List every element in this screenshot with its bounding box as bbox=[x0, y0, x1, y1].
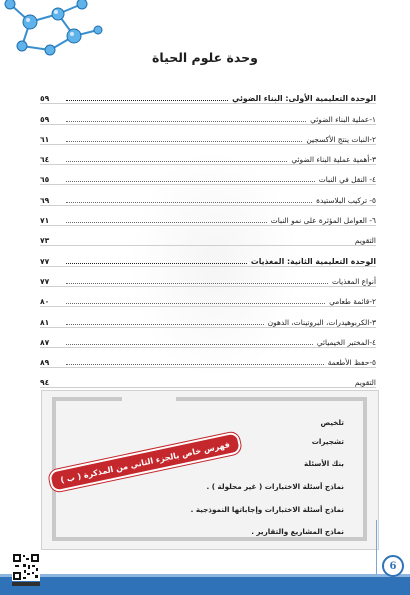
toc-page-number: ٨٩ bbox=[40, 358, 50, 368]
toc-page-number: ٧٧ bbox=[40, 276, 50, 286]
toc-page-number: ٧٣ bbox=[40, 236, 50, 246]
toc-row bbox=[40, 226, 376, 245]
toc-label: ٢-النبات ينتج الأكسجين bbox=[306, 134, 376, 144]
toc-row bbox=[40, 348, 376, 367]
index-item: نماذج المشاريع والتقارير . bbox=[251, 527, 344, 536]
toc-leader-dots bbox=[66, 180, 315, 182]
toc-row bbox=[40, 287, 376, 306]
toc-leader-dots bbox=[66, 140, 302, 142]
toc-leader-dots bbox=[66, 302, 325, 304]
toc-leader-dots bbox=[66, 343, 313, 345]
toc-page-number: ٨٠ bbox=[40, 297, 50, 307]
toc-unit-row bbox=[40, 246, 376, 265]
table-of-contents bbox=[40, 84, 376, 388]
index-box-frame-top bbox=[176, 397, 367, 401]
toc-page-number: ٧٧ bbox=[40, 256, 50, 266]
toc-page-number: ٩٤ bbox=[40, 378, 50, 388]
index-item: نماذج أسئلة الاختبارات وإجاباتها النموذجية . bbox=[190, 505, 344, 514]
toc-label: الوحدة التعليمية الأولى: البناء الضوئي bbox=[232, 94, 376, 104]
toc-page-number: ٨١ bbox=[40, 317, 50, 327]
toc-row bbox=[40, 206, 376, 225]
toc-page-number: ٦٤ bbox=[40, 155, 50, 165]
toc-row bbox=[40, 267, 376, 286]
toc-row bbox=[40, 104, 376, 123]
index-item: تشجيرات bbox=[311, 437, 344, 446]
toc-leader-dots bbox=[66, 201, 312, 203]
toc-page-number: ٧١ bbox=[40, 216, 50, 226]
toc-separator bbox=[40, 387, 376, 388]
toc-label: ٤-المختبر الخيميائي bbox=[316, 337, 376, 347]
toc-label: ٣-أهمية عملية البناء الضوئي bbox=[291, 155, 376, 165]
toc-page-number: ٦٥ bbox=[40, 175, 50, 185]
toc-leader-dots bbox=[66, 282, 328, 284]
toc-page-number: ٥٩ bbox=[40, 94, 50, 104]
toc-leader-dots bbox=[66, 120, 306, 122]
toc-label: ٥- تركيب البلاستيدة bbox=[316, 195, 376, 205]
index-item: تلخيص bbox=[320, 418, 344, 427]
page-number: 6 bbox=[382, 555, 404, 577]
qr-code-icon bbox=[12, 553, 40, 581]
toc-row bbox=[40, 145, 376, 164]
toc-label: ٢-قائمة طعامي bbox=[329, 297, 376, 307]
toc-row bbox=[40, 125, 376, 144]
toc-unit-row bbox=[40, 84, 376, 103]
toc-page-number: ٥٩ bbox=[40, 114, 50, 124]
index-item: نماذج أسئلة الاختبارات ( غير محلولة ) . bbox=[206, 482, 344, 491]
toc-leader-dots bbox=[66, 99, 228, 101]
toc-leader-dots bbox=[66, 160, 287, 162]
part-two-ribbon: فهرس خاص بالجزء الثاني من المذكرة ( ب ) bbox=[48, 431, 242, 493]
index-box-frame-top bbox=[52, 397, 122, 401]
toc-page-number: ٨٧ bbox=[40, 337, 50, 347]
toc-page-number: ٦٩ bbox=[40, 195, 50, 205]
toc-label: التقويم bbox=[354, 236, 376, 246]
toc-leader-dots bbox=[66, 384, 351, 385]
toc-label: أنواع المغذيات bbox=[331, 276, 376, 286]
toc-label: ١-عملية البناء الضوئي bbox=[310, 114, 376, 124]
toc-page-number: ٦١ bbox=[40, 134, 50, 144]
toc-label: ٣-الكربوهيدرات، البروتينات، الدهون bbox=[267, 317, 376, 327]
footer-bar bbox=[0, 577, 410, 595]
toc-leader-dots bbox=[66, 262, 247, 264]
toc-label: ٤- النقل في النبات bbox=[318, 175, 376, 185]
toc-label: ٦- العوامل المؤثرة على نمو النبات bbox=[270, 216, 376, 226]
toc-leader-dots bbox=[66, 363, 324, 365]
toc-leader-dots bbox=[66, 242, 351, 243]
page-title: وحدة علوم الحياة bbox=[152, 50, 258, 65]
toc-label: التقويم bbox=[354, 378, 376, 388]
toc-label: ٥-حفظ الأطعمة bbox=[327, 358, 376, 368]
toc-row bbox=[40, 368, 376, 387]
footer-divider bbox=[376, 520, 377, 575]
toc-row bbox=[40, 185, 376, 204]
qr-caption-bar bbox=[12, 582, 40, 586]
index-item: بنك الأسئلة bbox=[304, 459, 344, 468]
toc-row bbox=[40, 328, 376, 347]
toc-leader-dots bbox=[66, 221, 267, 223]
toc-label: الوحدة التعليمية الثانية: المغذيات bbox=[250, 256, 376, 266]
toc-row bbox=[40, 307, 376, 326]
toc-row bbox=[40, 165, 376, 184]
toc-leader-dots bbox=[66, 323, 264, 325]
